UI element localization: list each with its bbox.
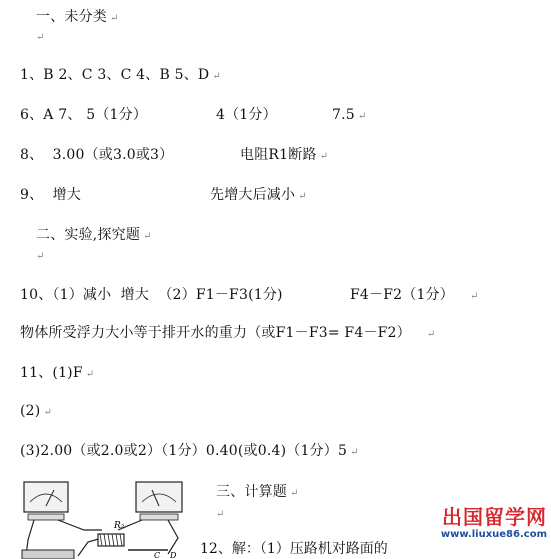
answer-line-q11-3 [20,442,359,462]
section-heading-1 [36,8,119,28]
answer-line-q1-5 [20,66,221,86]
paragraph-mark-icon: ↵ [469,291,479,302]
section-heading-2 [36,226,152,246]
battery-icon [22,550,74,559]
section-title: 二、实验,探究题 [36,227,141,243]
paragraph-mark-icon: ↵ [43,407,53,418]
answer-text: F4－F2（1分） [350,287,454,303]
resistor-label: R₂ [114,521,125,531]
answer-text: 10、（1）减小 增大 （2）F1－F3(1分) [20,287,283,303]
answer-text: 4（1分） [216,107,277,123]
paragraph-mark-icon: ↵ [319,151,329,162]
answer-text: 11、(1)F [20,365,83,381]
answer-text: 先增大后减小 [210,187,296,203]
paragraph-mark-icon: ↵ [357,111,367,122]
answer-line-q6-7 [20,106,366,126]
watermark-logo [407,505,547,553]
answer-line-q9 [20,186,307,206]
answer-line-q12: 12、解：（1）压路机对路面的 [200,541,388,557]
watermark-chinese: 出国留学网 [442,505,547,529]
answer-text: 8、 3.00（或3.0或3） [20,147,174,163]
voltmeter-icon [136,482,182,512]
answer-line-q10-1 [20,286,479,306]
watermark-url: www.liuxue86.com [440,529,547,540]
answer-text: (2) [20,403,41,419]
paragraph-mark-icon: ↵ [212,71,221,82]
answer-line-q11-2 [20,402,52,422]
answer-text: 6、A 7、 5（1分） [20,107,148,123]
answer-line-q8 [20,146,328,166]
paragraph-mark-icon: ↵ [85,369,95,380]
paragraph-mark-icon: ↵ [36,32,45,43]
paragraph-mark-icon: ↵ [110,13,119,24]
paragraph-mark-icon: ↵ [298,191,307,202]
paragraph-mark-icon: ↵ [426,329,436,340]
answer-text: 物体所受浮力大小等于排开水的重力（或F1－F3= F4－F2） [20,325,411,341]
section-heading-3 [216,483,299,503]
paragraph-mark-icon: ↵ [143,231,152,242]
section-title: 三、计算题 [216,484,287,500]
terminal-c-label: C [154,551,161,559]
answer-text: (3)2.00（或2.0或2）（1分）0.40(或0.4)（1分）5 [20,443,348,459]
paragraph-mark-icon: ↵ [290,488,299,499]
answer-text: 1、B 2、C 3、C 4、B 5、D [20,67,210,83]
answer-text: 7.5 [332,107,355,123]
paragraph-mark-icon: ↵ [36,251,45,262]
paragraph-mark-icon: ↵ [216,509,225,520]
paragraph-mark-icon: ↵ [350,447,359,458]
terminal-d-label: D [170,551,177,559]
circuit-diagram [18,478,198,559]
answer-text: 9、 增大 [20,187,82,203]
answer-line-q11-1 [20,364,94,384]
section-title: 一、未分类 [36,9,107,25]
answer-text: 电阻R1断路 [240,147,317,163]
ammeter-icon [24,482,68,512]
answer-line-q10-2 [20,324,435,344]
